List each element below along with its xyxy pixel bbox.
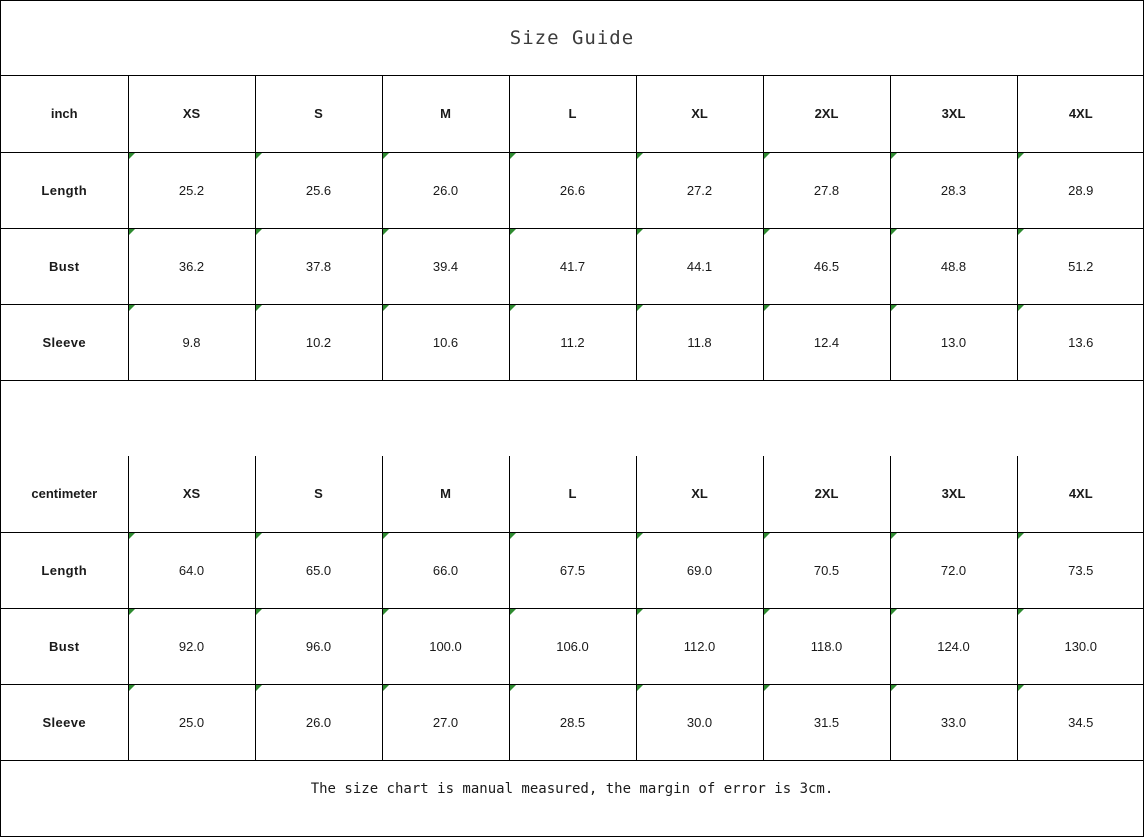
cell-sleeve-3xl-cm: 33.0 <box>890 684 1017 760</box>
table-row <box>1 532 1144 608</box>
size-header-2xl-cm: 2XL <box>763 456 890 532</box>
row-label-length-cm: Length <box>1 532 128 608</box>
cell-sleeve-4xl-cm: 34.5 <box>1017 684 1144 760</box>
cell-bust-xl-cm: 112.0 <box>636 608 763 684</box>
row-label-sleeve-inch: Sleeve <box>1 304 128 380</box>
cell-sleeve-m-inch: 10.6 <box>382 304 509 380</box>
cell-sleeve-xs-cm: 25.0 <box>128 684 255 760</box>
cell-length-s-cm: 65.0 <box>255 532 382 608</box>
size-header-3xl-cm: 3XL <box>890 456 1017 532</box>
cell-bust-m-cm: 100.0 <box>382 608 509 684</box>
cell-length-l-inch: 26.6 <box>509 152 636 228</box>
cell-length-4xl-inch: 28.9 <box>1017 152 1144 228</box>
unit-header-centimeter: centimeter <box>1 456 128 532</box>
cell-length-l-cm: 67.5 <box>509 532 636 608</box>
table-spacer-row <box>1 380 1144 456</box>
cell-sleeve-4xl-inch: 13.6 <box>1017 304 1144 380</box>
cell-sleeve-2xl-cm: 31.5 <box>763 684 890 760</box>
cell-length-xl-inch: 27.2 <box>636 152 763 228</box>
cell-length-3xl-inch: 28.3 <box>890 152 1017 228</box>
cell-sleeve-m-cm: 27.0 <box>382 684 509 760</box>
size-header-xs: XS <box>128 76 255 152</box>
table-row <box>1 684 1144 760</box>
unit-header-inch: inch <box>1 76 128 152</box>
cell-bust-3xl-inch: 48.8 <box>890 228 1017 304</box>
centimeter-size-table <box>1 456 1144 760</box>
cell-bust-xs-cm: 92.0 <box>128 608 255 684</box>
cell-sleeve-l-cm: 28.5 <box>509 684 636 760</box>
table-header-row <box>1 456 1144 532</box>
cell-bust-l-cm: 106.0 <box>509 608 636 684</box>
cell-sleeve-2xl-inch: 12.4 <box>763 304 890 380</box>
row-label-sleeve-cm: Sleeve <box>1 684 128 760</box>
cell-sleeve-s-cm: 26.0 <box>255 684 382 760</box>
cell-sleeve-xl-inch: 11.8 <box>636 304 763 380</box>
cell-bust-3xl-cm: 124.0 <box>890 608 1017 684</box>
size-header-xl: XL <box>636 76 763 152</box>
cell-length-xs-inch: 25.2 <box>128 152 255 228</box>
spacer-cell <box>128 380 1144 456</box>
row-label-bust-inch: Bust <box>1 228 128 304</box>
cell-sleeve-3xl-inch: 13.0 <box>890 304 1017 380</box>
cell-length-2xl-cm: 70.5 <box>763 532 890 608</box>
cell-bust-s-cm: 96.0 <box>255 608 382 684</box>
table-row <box>1 152 1144 228</box>
cell-bust-2xl-inch: 46.5 <box>763 228 890 304</box>
row-label-length-inch: Length <box>1 152 128 228</box>
cell-bust-4xl-cm: 130.0 <box>1017 608 1144 684</box>
size-header-m-cm: M <box>382 456 509 532</box>
page-title: Size Guide <box>1 1 1143 76</box>
cell-bust-s-inch: 37.8 <box>255 228 382 304</box>
size-header-s-cm: S <box>255 456 382 532</box>
cell-length-s-inch: 25.6 <box>255 152 382 228</box>
cell-sleeve-xs-inch: 9.8 <box>128 304 255 380</box>
cell-bust-4xl-inch: 51.2 <box>1017 228 1144 304</box>
size-header-l: L <box>509 76 636 152</box>
size-header-4xl: 4XL <box>1017 76 1144 152</box>
spacer-cell <box>1 380 128 456</box>
cell-bust-xs-inch: 36.2 <box>128 228 255 304</box>
cell-length-2xl-inch: 27.8 <box>763 152 890 228</box>
cell-length-m-inch: 26.0 <box>382 152 509 228</box>
cell-bust-xl-inch: 44.1 <box>636 228 763 304</box>
cell-length-m-cm: 66.0 <box>382 532 509 608</box>
size-header-xl-cm: XL <box>636 456 763 532</box>
size-header-xs-cm: XS <box>128 456 255 532</box>
inch-size-table <box>1 76 1144 456</box>
table-row <box>1 304 1144 380</box>
table-header-row <box>1 76 1144 152</box>
size-header-3xl: 3XL <box>890 76 1017 152</box>
cell-sleeve-s-inch: 10.2 <box>255 304 382 380</box>
measurement-note: The size chart is manual measured, the margin of error is 3cm. <box>1 760 1143 817</box>
cell-bust-l-inch: 41.7 <box>509 228 636 304</box>
size-header-l-cm: L <box>509 456 636 532</box>
size-header-m: M <box>382 76 509 152</box>
size-header-4xl-cm: 4XL <box>1017 456 1144 532</box>
cell-sleeve-l-inch: 11.2 <box>509 304 636 380</box>
cell-bust-2xl-cm: 118.0 <box>763 608 890 684</box>
cell-length-xl-cm: 69.0 <box>636 532 763 608</box>
cell-bust-m-inch: 39.4 <box>382 228 509 304</box>
table-row <box>1 608 1144 684</box>
cell-length-4xl-cm: 73.5 <box>1017 532 1144 608</box>
row-label-bust-cm: Bust <box>1 608 128 684</box>
size-header-2xl: 2XL <box>763 76 890 152</box>
table-row <box>1 228 1144 304</box>
cell-sleeve-xl-cm: 30.0 <box>636 684 763 760</box>
size-header-s: S <box>255 76 382 152</box>
cell-length-xs-cm: 64.0 <box>128 532 255 608</box>
cell-length-3xl-cm: 72.0 <box>890 532 1017 608</box>
